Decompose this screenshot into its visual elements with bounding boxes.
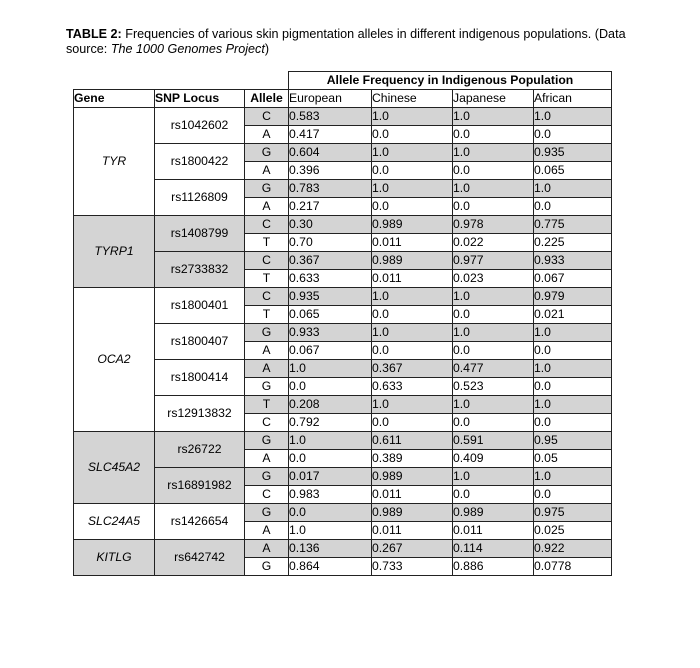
frequency-chinese-cell: 0.011 [372,522,453,540]
frequency-japanese-cell: 0.0 [453,126,534,144]
snp-locus-cell: rs1042602 [155,108,245,144]
allele-cell: C [245,486,289,504]
gene-cell: KITLG [74,540,155,576]
caption-text: Frequencies of various skin pigmentation alleles in different indigenous populations. (Data source: [66,27,626,56]
gene-cell: TYR [74,108,155,216]
frequency-european-cell: 0.067 [289,342,372,360]
frequency-japanese-cell: 0.0 [453,306,534,324]
allele-cell: G [245,378,289,396]
frequency-chinese-cell: 0.389 [372,450,453,468]
frequency-japanese-cell: 0.114 [453,540,534,558]
frequency-african-cell: 0.0 [534,378,612,396]
table-row [74,396,612,414]
frequency-chinese-cell: 1.0 [372,324,453,342]
allele-cell: C [245,216,289,234]
frequency-japanese-cell: 0.022 [453,234,534,252]
allele-cell: C [245,252,289,270]
frequency-african-cell: 0.935 [534,144,612,162]
table-row [74,324,612,342]
frequency-chinese-cell: 1.0 [372,108,453,126]
frequency-african-cell: 0.775 [534,216,612,234]
table-row [74,144,612,162]
frequency-african-cell: 1.0 [534,180,612,198]
frequency-japanese-cell: 1.0 [453,180,534,198]
frequency-african-cell: 0.025 [534,522,612,540]
frequency-japanese-cell: 0.989 [453,504,534,522]
allele-cell: A [245,522,289,540]
frequency-chinese-cell: 0.989 [372,504,453,522]
snp-locus-cell: rs1800401 [155,288,245,324]
group-header-row [74,72,612,90]
gene-cell: TYRP1 [74,216,155,288]
frequency-chinese-cell: 1.0 [372,288,453,306]
frequency-chinese-cell: 0.367 [372,360,453,378]
frequency-european-cell: 0.933 [289,324,372,342]
allele-cell: G [245,504,289,522]
frequency-african-cell: 0.021 [534,306,612,324]
allele-cell: A [245,126,289,144]
allele-cell: C [245,414,289,432]
frequency-european-cell: 0.0 [289,450,372,468]
allele-cell: T [245,234,289,252]
frequency-japanese-cell: 1.0 [453,324,534,342]
gene-cell: SLC24A5 [74,504,155,540]
col-header-chinese: Chinese [372,90,453,108]
frequency-japanese-cell: 0.0 [453,342,534,360]
frequency-japanese-cell: 1.0 [453,396,534,414]
frequency-european-cell: 0.367 [289,252,372,270]
frequency-chinese-cell: 0.611 [372,432,453,450]
frequency-japanese-cell: 0.0 [453,162,534,180]
gene-cell: SLC45A2 [74,432,155,504]
table-row [74,432,612,450]
frequency-chinese-cell: 0.0 [372,414,453,432]
frequency-chinese-cell: 1.0 [372,144,453,162]
snp-locus-cell: rs1800414 [155,360,245,396]
col-header-african: African [534,90,612,108]
frequency-japanese-cell: 0.0 [453,198,534,216]
allele-cell: G [245,144,289,162]
frequency-european-cell: 0.208 [289,396,372,414]
snp-locus-cell: rs1800422 [155,144,245,180]
frequency-european-cell: 0.217 [289,198,372,216]
frequency-african-cell: 0.95 [534,432,612,450]
frequency-chinese-cell: 0.011 [372,486,453,504]
header-spacer [74,72,289,90]
snp-locus-cell: rs1126809 [155,180,245,216]
frequency-african-cell: 0.0 [534,198,612,216]
frequency-african-cell: 0.065 [534,162,612,180]
frequency-african-cell: 0.05 [534,450,612,468]
frequency-african-cell: 0.067 [534,270,612,288]
frequency-japanese-cell: 1.0 [453,468,534,486]
frequency-chinese-cell: 0.733 [372,558,453,576]
frequency-african-cell: 0.933 [534,252,612,270]
snp-locus-cell: rs1426654 [155,504,245,540]
table-row [74,252,612,270]
allele-cell: C [245,108,289,126]
table-row [74,108,612,126]
frequency-african-cell: 0.225 [534,234,612,252]
frequency-japanese-cell: 1.0 [453,144,534,162]
table-caption [66,27,626,57]
frequency-japanese-cell: 0.409 [453,450,534,468]
allele-frequency-table [73,71,612,576]
table-row [74,504,612,522]
frequency-european-cell: 0.065 [289,306,372,324]
snp-locus-cell: rs642742 [155,540,245,576]
table-body [74,108,612,576]
frequency-japanese-cell: 0.0 [453,486,534,504]
frequency-european-cell: 0.983 [289,486,372,504]
table-row [74,216,612,234]
table-row [74,540,612,558]
allele-cell: G [245,558,289,576]
col-header-allele: Allele [245,90,289,108]
frequency-chinese-cell: 0.989 [372,252,453,270]
frequency-japanese-cell: 0.023 [453,270,534,288]
allele-cell: A [245,342,289,360]
frequency-african-cell: 0.0 [534,414,612,432]
frequency-chinese-cell: 0.0 [372,306,453,324]
allele-cell: A [245,540,289,558]
frequency-african-cell: 1.0 [534,468,612,486]
frequency-chinese-cell: 0.989 [372,468,453,486]
frequency-african-cell: 1.0 [534,324,612,342]
frequency-african-cell: 0.922 [534,540,612,558]
snp-locus-cell: rs1800407 [155,324,245,360]
frequency-european-cell: 0.0 [289,504,372,522]
frequency-chinese-cell: 1.0 [372,180,453,198]
allele-cell: A [245,450,289,468]
frequency-japanese-cell: 0.011 [453,522,534,540]
frequency-african-cell: 0.0778 [534,558,612,576]
snp-locus-cell: rs16891982 [155,468,245,504]
frequency-european-cell: 0.864 [289,558,372,576]
frequency-african-cell: 1.0 [534,108,612,126]
frequency-japanese-cell: 0.591 [453,432,534,450]
frequency-chinese-cell: 0.0 [372,342,453,360]
frequency-european-cell: 0.583 [289,108,372,126]
frequency-european-cell: 0.792 [289,414,372,432]
frequency-european-cell: 0.396 [289,162,372,180]
frequency-japanese-cell: 0.977 [453,252,534,270]
frequency-european-cell: 0.935 [289,288,372,306]
frequency-european-cell: 0.417 [289,126,372,144]
frequency-japanese-cell: 0.978 [453,216,534,234]
frequency-japanese-cell: 0.523 [453,378,534,396]
column-header-row [74,90,612,108]
allele-cell: G [245,468,289,486]
col-header-gene: Gene [74,90,155,108]
frequency-african-cell: 1.0 [534,360,612,378]
frequency-chinese-cell: 0.011 [372,234,453,252]
allele-cell: G [245,432,289,450]
frequency-african-cell: 0.0 [534,486,612,504]
frequency-european-cell: 0.0 [289,378,372,396]
frequency-chinese-cell: 0.633 [372,378,453,396]
frequency-european-cell: 1.0 [289,432,372,450]
caption-close: ) [264,42,270,56]
frequency-chinese-cell: 0.989 [372,216,453,234]
snp-locus-cell: rs1408799 [155,216,245,252]
snp-locus-cell: rs12913832 [155,396,245,432]
col-header-japanese: Japanese [453,90,534,108]
allele-cell: A [245,162,289,180]
frequency-japanese-cell: 0.0 [453,414,534,432]
col-header-snp-locus: SNP Locus [155,90,245,108]
snp-locus-cell: rs26722 [155,432,245,468]
frequency-african-cell: 1.0 [534,396,612,414]
caption-label: TABLE 2: [66,27,122,41]
table-row [74,360,612,378]
allele-cell: T [245,396,289,414]
caption-source: The 1000 Genomes Project [110,42,265,56]
allele-cell: A [245,360,289,378]
frequency-european-cell: 0.136 [289,540,372,558]
frequency-african-cell: 0.975 [534,504,612,522]
frequency-european-cell: 0.30 [289,216,372,234]
frequency-japanese-cell: 1.0 [453,288,534,306]
frequency-european-cell: 0.017 [289,468,372,486]
frequency-european-cell: 0.633 [289,270,372,288]
allele-cell: T [245,270,289,288]
frequency-chinese-cell: 0.011 [372,270,453,288]
table-row [74,468,612,486]
frequency-chinese-cell: 0.0 [372,162,453,180]
table-row [74,288,612,306]
allele-cell: A [245,198,289,216]
allele-cell: G [245,324,289,342]
table-row [74,180,612,198]
frequency-chinese-cell: 0.267 [372,540,453,558]
col-header-european: European [289,90,372,108]
frequency-african-cell: 0.0 [534,126,612,144]
frequency-chinese-cell: 0.0 [372,126,453,144]
frequency-chinese-cell: 0.0 [372,198,453,216]
frequency-european-cell: 0.783 [289,180,372,198]
frequency-chinese-cell: 1.0 [372,396,453,414]
frequency-japanese-cell: 0.886 [453,558,534,576]
snp-locus-cell: rs2733832 [155,252,245,288]
frequency-japanese-cell: 0.477 [453,360,534,378]
frequency-african-cell: 0.0 [534,342,612,360]
allele-cell: C [245,288,289,306]
frequency-european-cell: 1.0 [289,360,372,378]
gene-cell: OCA2 [74,288,155,432]
allele-cell: G [245,180,289,198]
frequency-japanese-cell: 1.0 [453,108,534,126]
group-header: Allele Frequency in Indigenous Population [289,72,612,90]
frequency-african-cell: 0.979 [534,288,612,306]
frequency-european-cell: 0.604 [289,144,372,162]
allele-cell: T [245,306,289,324]
frequency-european-cell: 1.0 [289,522,372,540]
frequency-european-cell: 0.70 [289,234,372,252]
